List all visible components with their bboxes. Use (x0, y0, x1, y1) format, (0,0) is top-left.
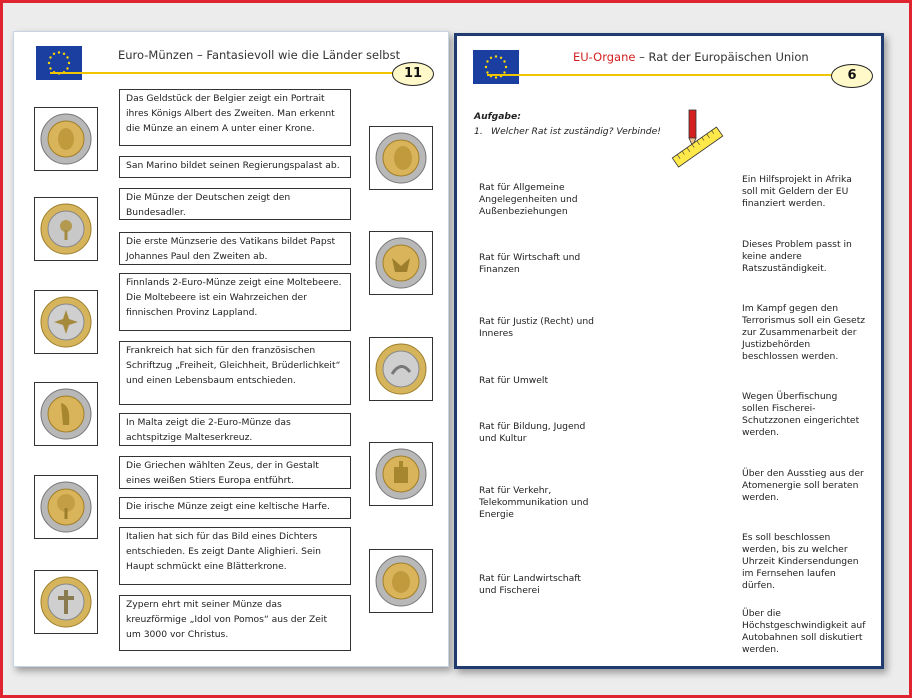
coin-italy (369, 126, 433, 190)
text-box-greece: Die Griechen wählten Zeus, der in Gestalt eines weißen Stiers Europa entführt. (119, 456, 351, 489)
header-rule (50, 72, 410, 74)
council-general-affairs: Rat für Allgemeine Angelegenheiten und Außenbeziehungen (479, 182, 578, 217)
coin-germany (369, 231, 433, 295)
text-box-vatican: Die erste Münzserie des Vatikans bildet Papst Johannes Paul den Zweiten ab. (119, 232, 351, 265)
topic-tv-schedule: Es soll beschlossen werden, bis zu welcher Uhrzeit Kindersendungen im Fernsehen laufen dürfen. (742, 532, 859, 591)
coin-france (34, 475, 98, 539)
coin-san-marino (369, 442, 433, 506)
pencil-ruler-icon (669, 108, 725, 168)
header-rule (487, 74, 849, 76)
council-agriculture: Rat für Landwirtschaft und Fischerei (479, 573, 581, 596)
council-economy-finance: Rat für Wirtschaft und Finanzen (479, 252, 581, 275)
coin-greece (369, 337, 433, 401)
topic-terrorism: Im Kampf gegen den Terrorismus soll ein Gesetz zur Zusammenarbeit der Justizbehörden beschlossen werden. (742, 303, 866, 362)
topic-overfishing: Wegen Überfischung sollen Fischerei-Schutzzonen eingerichtet werden. (742, 391, 860, 438)
coin-cyprus (34, 570, 98, 634)
topic-other: Dieses Problem passt in keine andere Ratszuständigkeit. (742, 239, 852, 274)
eu-flag-icon (36, 46, 82, 80)
task-text: Welcher Rat ist zuständig? Verbinde! (491, 126, 661, 137)
text-box-germany: Die Münze der Deutschen zeigt den Bundesadler. (119, 188, 351, 220)
left-worksheet (13, 31, 449, 667)
title-rest: – Rat der Europäischen Union (635, 50, 809, 64)
text-box-ireland: Die irische Münze zeigt eine keltische Harfe. (119, 497, 351, 519)
council-justice: Rat für Justiz (Recht) und Inneres (479, 316, 594, 339)
topic-speed-limit: Über die Höchstgeschwindigkeit auf Autobahnen soll diskutiert werden. (742, 608, 866, 655)
council-education: Rat für Bildung, Jugend und Kultur (479, 421, 586, 444)
text-box-belgium: Das Geldstück der Belgier zeigt ein Portrait ihres Königs Albert des Zweiten. Man erkennt die Münze an einem A unter einer Krone. (119, 89, 351, 146)
council-transport: Rat für Verkehr, Telekommunikation und Energie (479, 485, 589, 520)
task-number: 1. (474, 126, 483, 137)
council-environment: Rat für Umwelt (479, 375, 549, 386)
title-highlight: EU-Organe (573, 50, 636, 64)
coin-belgium (34, 107, 98, 171)
text-box-italy: Italien hat sich für das Bild eines Dichters entschieden. Es zeigt Dante Alighieri. Sein Haupt schmückt eine Blätterkrone. (119, 527, 351, 585)
topic-africa-project: Ein Hilfsprojekt in Afrika soll mit Geldern der EU finanziert werden. (742, 174, 852, 209)
page-number-badge: 6 (831, 64, 873, 88)
text-box-france: Frankreich hat sich für den französischen Schriftzug „Freiheit, Gleichheit, Brüderlichkeit“ und einen Lebensbaum entschieden. (119, 341, 351, 405)
eu-flag-icon (473, 50, 519, 84)
text-box-finland: Finnlands 2-Euro-Münze zeigt eine Moltebeere. Die Moltebeere ist ein Wahrzeichen der finnischen Provinz Lappland. (119, 273, 351, 331)
text-box-san-marino: San Marino bildet seinen Regierungspalast ab. (119, 156, 351, 178)
coin-finland (34, 197, 98, 261)
text-box-cyprus: Zypern ehrt mit seiner Münze das kreuzförmige „Idol von Pomos“ aus der Zeit um 3000 vor Christus. (119, 595, 351, 651)
task-heading: Aufgabe: (474, 111, 521, 122)
coin-malta (34, 290, 98, 354)
coin-vatican (369, 549, 433, 613)
topic-nuclear: Über den Ausstieg aus der Atomenergie soll beraten werden. (742, 468, 864, 503)
page-number-badge: 11 (392, 62, 434, 86)
right-title (573, 50, 809, 64)
right-worksheet (454, 33, 884, 669)
text-box-malta: In Malta zeigt die 2-Euro-Münze das achtspitzige Malteserkreuz. (119, 413, 351, 446)
coin-ireland (34, 382, 98, 446)
left-title: Euro-Münzen – Fantasievoll wie die Länder selbst (118, 48, 401, 62)
